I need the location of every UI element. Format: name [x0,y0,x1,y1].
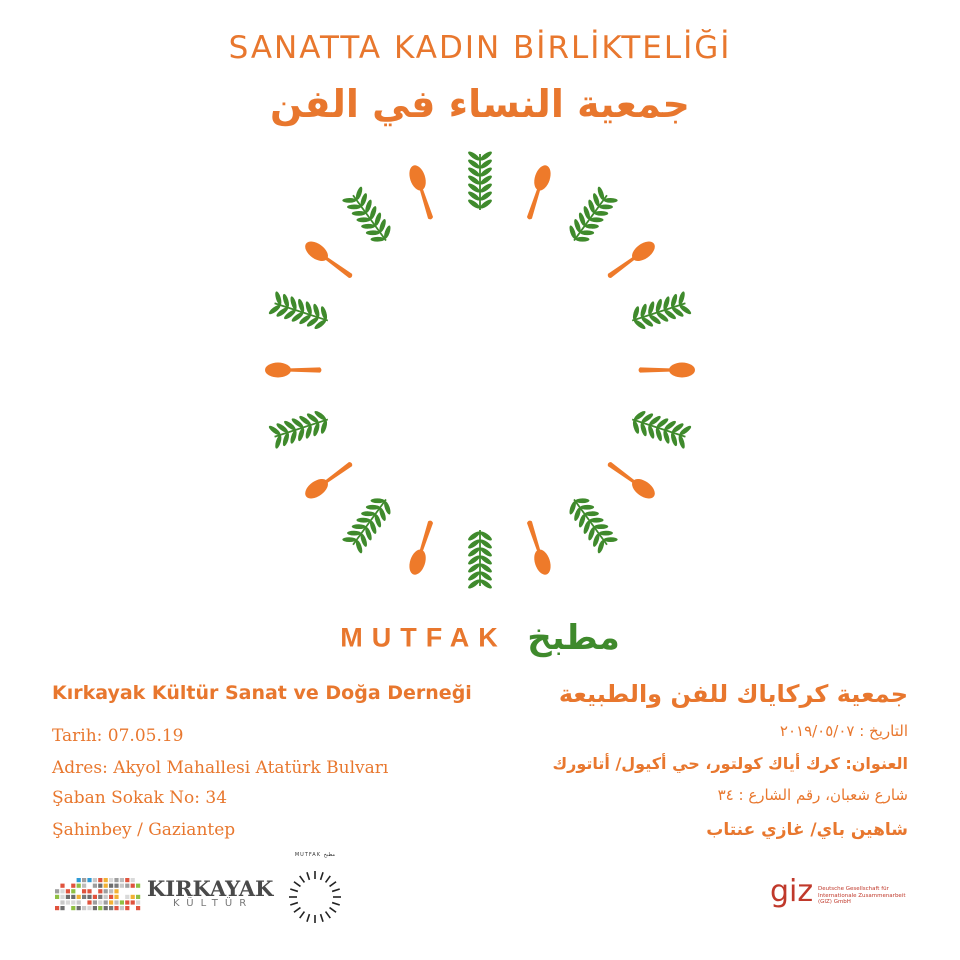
mutfak-arabic-label: مطبخ [527,618,620,658]
olive-branch-icon [267,407,332,450]
title-arabic: جمعية النساء في الفن [270,82,690,126]
spoon-icon [522,163,554,221]
spoon-icon [265,363,322,378]
kirkayak-logo-name: KIRKAYAK [147,876,274,901]
spoon-icon [522,518,554,576]
olive-branch-icon [563,492,619,556]
date-arabic: التاريخ : ٢٠١٩/٠٥/٠٧ [779,722,908,740]
spoon-icon [604,457,659,502]
spoon-icon [302,238,357,283]
kirkayak-pixel-grid-icon [55,878,143,912]
date-turkish: Tarih: 07.05.19 [52,726,184,746]
mutfak-mini-logo-label: MUTFAK مطبخ [294,852,336,858]
address-line-3-arabic: شاهين باي/ غازي عنتاب [706,820,908,840]
address-line-2-turkish: Şaban Sokak No: 34 [52,788,228,808]
spoon-icon [639,363,696,378]
address-line-1-arabic: العنوان: كرك أياك كولتور، حي أكيول/ أتاتورك [552,754,908,773]
mutfak-heading [0,618,960,658]
mutfak-mini-ring-icon [282,864,348,930]
organization-name-turkish: Kırkayak Kültür Sanat ve Doğa Derneği [52,682,472,704]
olive-branch-icon [467,530,493,590]
spoon-icon [604,238,659,283]
olive-branch-icon [340,184,396,248]
giz-logo [770,874,920,920]
spoon-icon [406,163,438,221]
kirkayak-logo-sub: KÜLTÜR [173,898,254,909]
olive-branch-icon [267,290,332,333]
address-line-1-turkish: Adres: Akyol Mahallesi Atatürk Bulvarı [52,758,389,778]
address-line-3-turkish: Şahinbey / Gaziantep [52,820,236,840]
spoon-olive-ring-emblem [260,150,700,590]
olive-branch-icon [340,492,396,556]
olive-branch-icon [467,150,493,210]
mutfak-mini-logo [280,852,350,934]
olive-branch-icon [563,184,619,248]
title-turkish: SANATTA KADIN BİRLİKTELİĞİ [228,30,732,66]
kirkayak-kultur-logo [55,874,274,914]
address-line-2-arabic: شارع شعبان، رقم الشارع : ٣٤ [717,786,908,804]
olive-branch-icon [628,407,693,450]
spoon-icon [302,457,357,502]
giz-logo-mark: giz [770,874,814,909]
spoon-icon [406,518,438,576]
giz-logo-text: Deutsche Gesellschaft für Internationale Zusammenarbeit (GIZ) GmbH [818,886,906,905]
olive-branch-icon [628,290,693,333]
mutfak-latin-label: MUTFAK [340,622,507,653]
organization-name-arabic: جمعية كركاياك للفن والطبيعة [558,680,908,708]
